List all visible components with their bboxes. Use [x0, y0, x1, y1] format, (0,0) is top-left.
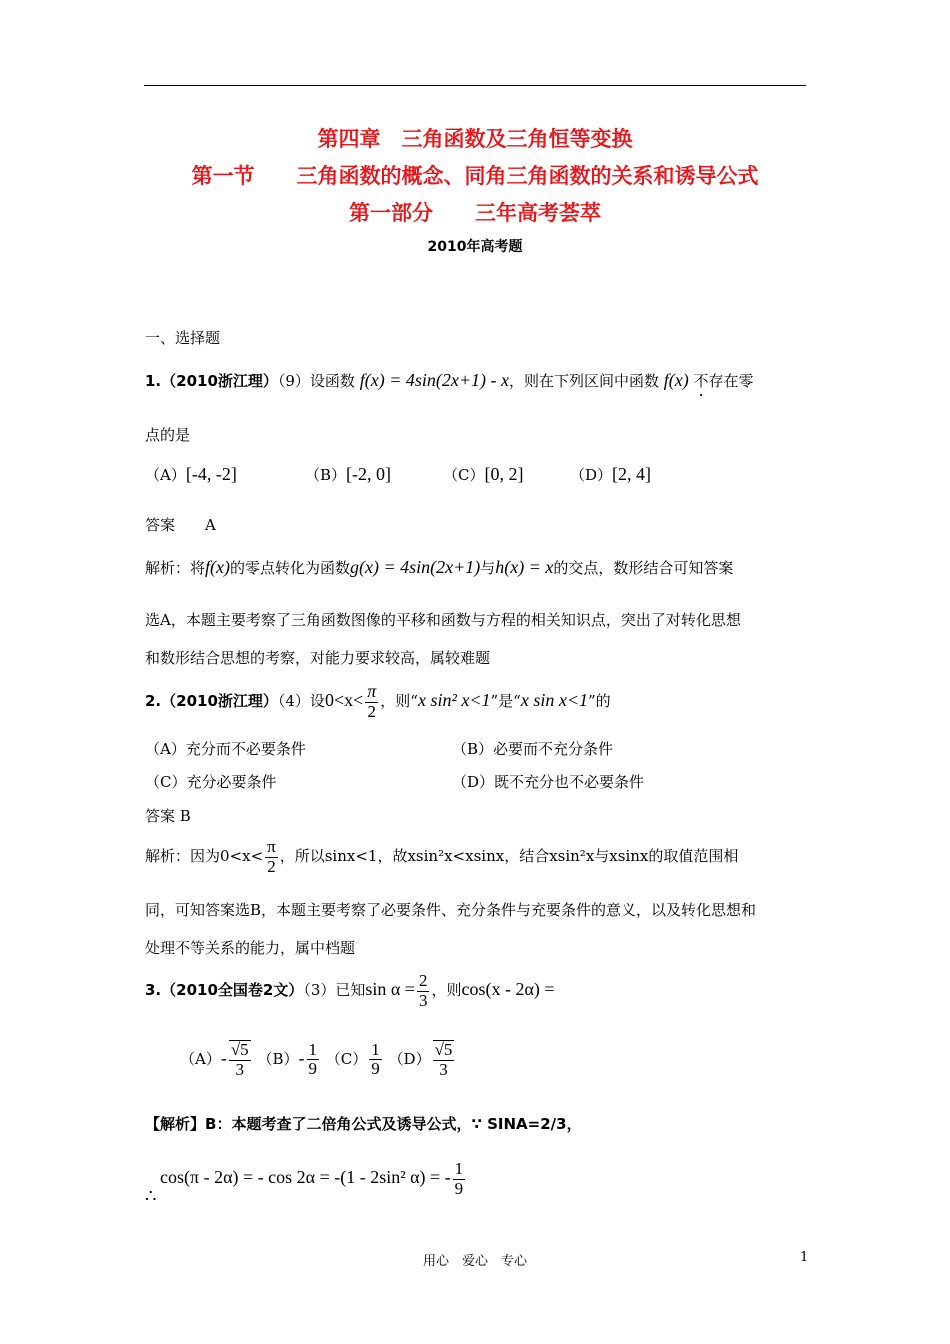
q3-jiexi: 【解析】B：本题考查了二倍角公式及诱导公式，∵ SINA=2/3，: [145, 1115, 582, 1133]
q3-two-thirds: $\frac{2}{3}$: [418, 971, 428, 1010]
q1-answer: 答案 A: [145, 516, 216, 534]
q3-options: [180, 1040, 456, 1079]
q3-option-c: （C） $\frac{1}{9}$: [325, 1039, 380, 1079]
q1-analysis-line3: 和数形结合思想的考察，对能力要求较高，属较难题: [145, 649, 491, 667]
q1-stem: [145, 370, 754, 391]
q3-stem: 3.（2010全国卷2文）（3）已知sin α = $\frac{2}{3}$ ，则cos(x - 2α) =: [145, 971, 555, 1010]
q2-analysis-line3: 处理不等关系的能力，属中档题: [145, 939, 356, 957]
chapter-title: 第四章 三角函数及三角恒等变换: [317, 127, 633, 151]
year-heading: 2010年高考题: [427, 239, 523, 255]
q2-answer: 答案 B: [145, 807, 191, 825]
q2-stem: 2.（2010浙江理）（4）设0<x< $\frac{\pi}{2}$ ，则“x sin² x<1”是“x sin x<1”的: [145, 681, 611, 721]
q1-stem-line2: 点的是: [145, 426, 191, 444]
q1-emphasis: 不: [693, 372, 709, 390]
section-label: 一、选择题: [145, 329, 221, 347]
q1-option-d: （D）[2, 4]: [570, 464, 652, 484]
part-title: 第一部分 三年高考荟萃: [349, 201, 601, 225]
q1-num: （9）设函数: [277, 372, 355, 390]
therefore-symbol: ∴: [145, 1186, 157, 1207]
q1-label: 1.（2010浙江理）: [145, 372, 278, 390]
q1-option-c: （C）[0, 2]: [443, 464, 524, 484]
header-rule: [144, 85, 806, 86]
footer-text: 用心 爱心 专心: [422, 1254, 527, 1269]
q3-final-formula: cos(π - 2α) = - cos 2α = -(1 - 2sin² α) = - $\frac{1}{9}$: [160, 1159, 464, 1198]
q1-tail: 存在零: [708, 372, 754, 390]
section-title: 第一节 三角函数的概念、同角三角函数的关系和诱导公式: [191, 164, 759, 188]
q2-analysis-line1: 解析：因为0<x< $\frac{\pi}{2}$ ，所以sinx<1，故xsin²x<xsinx，结合xsin²x与xsinx的取值范围相: [145, 837, 739, 876]
q3-option-d: （D） $\frac{√5}{3}$: [388, 1040, 453, 1079]
page-number: 1: [800, 1250, 809, 1265]
q2-pi-over-2: $\frac{\pi}{2}$: [367, 681, 377, 721]
q2-option-d: （D）既不充分也不必要条件: [452, 773, 645, 791]
q2-option-b: （B）必要而不充分条件: [452, 740, 614, 758]
q1-formula: f(x) = 4sin(2x+1) - x: [359, 370, 509, 390]
q2-analysis-line2: 同，可知答案选B，本题主要考察了必要条件、充分条件与充要条件的意义，以及转化思想和: [145, 901, 757, 919]
q3-option-a: （A）- $\frac{√5}{3}$: [180, 1040, 249, 1079]
q1-analysis-line2: 选A，本题主要考察了三角函数图像的平移和函数与方程的相关知识点，突出了对转化思想: [145, 611, 741, 629]
q1-analysis-line1: 解析：将f(x)的零点转化为函数g(x) = 4sin(2x+1)与h(x) = x的交点，数形结合可知答案: [145, 557, 734, 577]
q2-analysis-pi-over-2: $\frac{\pi}{2}$: [267, 837, 276, 876]
q1-fx: f(x): [663, 370, 689, 390]
q1-option-a: （A）[-4, -2]: [145, 464, 237, 484]
q2-option-c: （C）充分必要条件: [145, 773, 277, 791]
q2-option-a: （A）充分而不必要条件: [145, 740, 306, 758]
q3-option-b: （B）- $\frac{1}{9}$: [257, 1039, 317, 1079]
q1-option-b: （B）[-2, 0]: [305, 464, 392, 484]
q1-mid: ，则在下列区间中函数: [508, 372, 659, 390]
